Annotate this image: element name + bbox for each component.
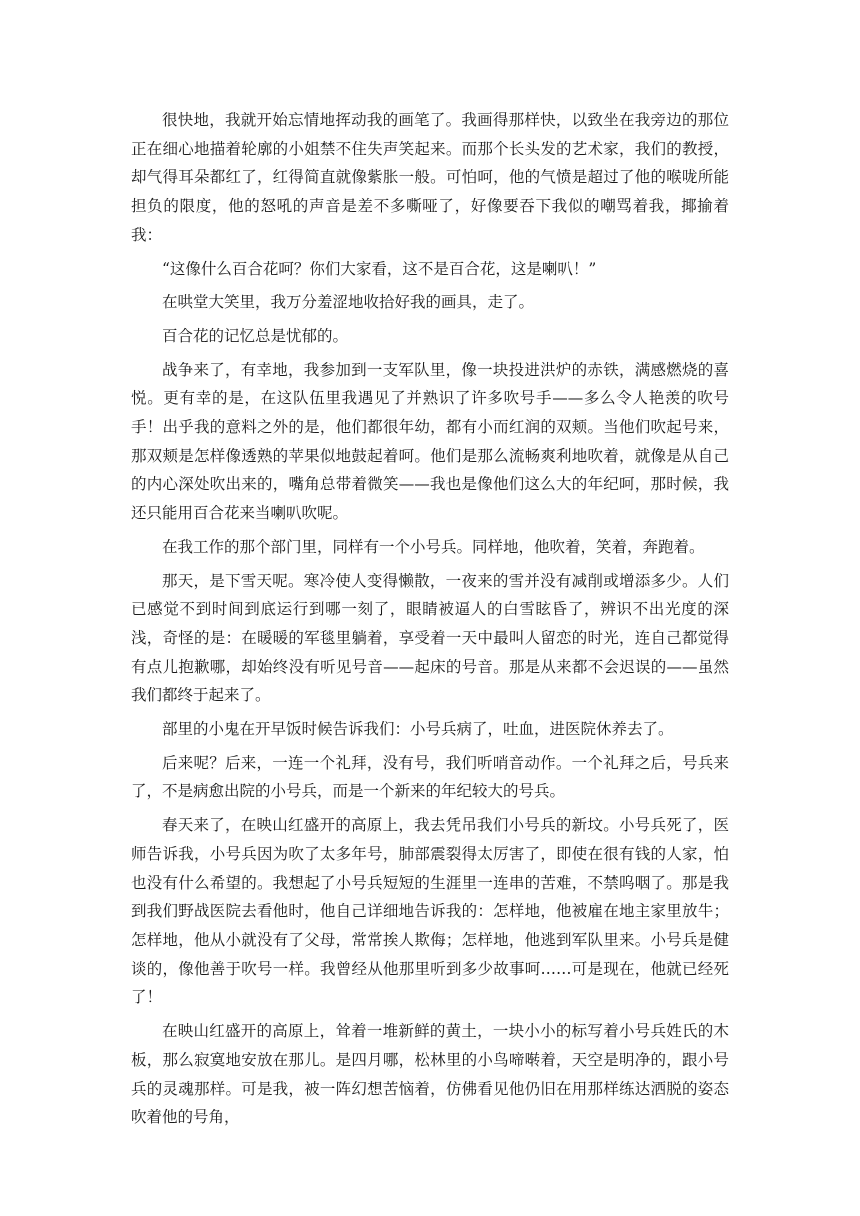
paragraph: 后来呢？后来，一连一个礼拜，没有号，我们听哨音动作。一个礼拜之后，号兵来了，不是病愈出院的小号兵，而是一个新来的年纪较大的号兵。 xyxy=(131,753,729,801)
article-body xyxy=(131,106,729,1137)
paragraph: 在我工作的那个部门里，同样有一个小号兵。同样地，他吹着，笑着，奔跑着。 xyxy=(162,537,705,556)
paragraph: 百合花的记忆总是忧郁的。 xyxy=(162,326,349,345)
paragraph: 战争来了，有幸地，我参加到一支军队里，像一块投进洪炉的赤铁，满感燃烧的喜悦。更有幸的是，在这队伍里我遇见了并熟识了许多吹号手——多么令人艳羡的吹号手！出乎我的意料之外的是，他们都很年幼，都有小而红润的双颊。当他们吹起号来，那双颊是怎样像透熟的苹果似地鼓起着呵。他们是那么流畅爽利地吹着，就像是从自己的内心深处吹出来的，嘴角总带着微笑——我也是像他们这么大的年纪呵，那时候，我还只能用百合花来当喇叭吹呢。 xyxy=(131,360,729,523)
paragraph: 在哄堂大笑里，我万分羞涩地收拾好我的画具，走了。 xyxy=(162,293,535,312)
paragraph: 在映山红盛开的高原上，耸着一堆新鲜的黄土，一块小小的标写着小号兵姓氏的木板，那么寂寞地安放在那儿。是四月哪，松林里的小鸟啼啭着，天空是明净的，跟小号兵的灵魂那样。可是我，被一阵幻想苦恼着，仿佛看见他仍旧在用那样练达洒脱的姿态吹着他的号角， xyxy=(131,1022,729,1127)
paragraph: “这像什么百合花呵？你们大家看，这不是百合花，这是喇叭！” xyxy=(162,259,597,278)
paragraph: 很快地，我就开始忘情地挥动我的画笔了。我画得那样快，以致坐在我旁边的那位正在细心地描着轮廓的小姐禁不住失声笑起来。而那个长头发的艺术家，我们的教授，却气得耳朵都红了，红得简直就像紫胀一般。可怕呵，他的气愤是超过了他的喉咙所能担负的限度，他的怒吼的声音是差不多嘶哑了，好像要吞下我似的嘲骂着我，揶揄着我： xyxy=(131,111,729,244)
paragraph: 那天，是下雪天呢。寒冷使人变得懒散，一夜来的雪并没有减削或增添多少。人们已感觉不到时间到底运行到哪一刻了，眼睛被逼人的白雪眩昏了，辨识不出光度的深浅，奇怪的是：在暖暖的军毯里躺着，享受着一天中最叫人留恋的时光，连自己都觉得有点儿抱歉哪，却始终没有听见号音——起床的号音。那是从来都不会迟误的——虽然我们都终于起来了。 xyxy=(131,571,729,705)
paragraph: 春天来了，在映山红盛开的高原上，我去凭吊我们小号兵的新坟。小号兵死了，医师告诉我，小号兵因为吹了太多年号，肺部震裂得太厉害了，即使在很有钱的人家，怕也没有什么希望的。我想起了小号兵短短的生涯里一连串的苦难，不禁呜咽了。那是我到我们野战医院去看他时，他自己详细地告诉我的：怎样地，他被雇在地主家里放牛；怎样地，他从小就没有了父母，常常挨人欺侮；怎样地，他逃到军队里来。小号兵是健谈的，像他善于吹号一样。我曾经从他那里听到多少故事呵……可是现在，他就已经死了！ xyxy=(131,816,729,1007)
paragraph: 部里的小鬼在开早饭时候告诉我们：小号兵病了，吐血，进医院休养去了。 xyxy=(162,720,674,739)
